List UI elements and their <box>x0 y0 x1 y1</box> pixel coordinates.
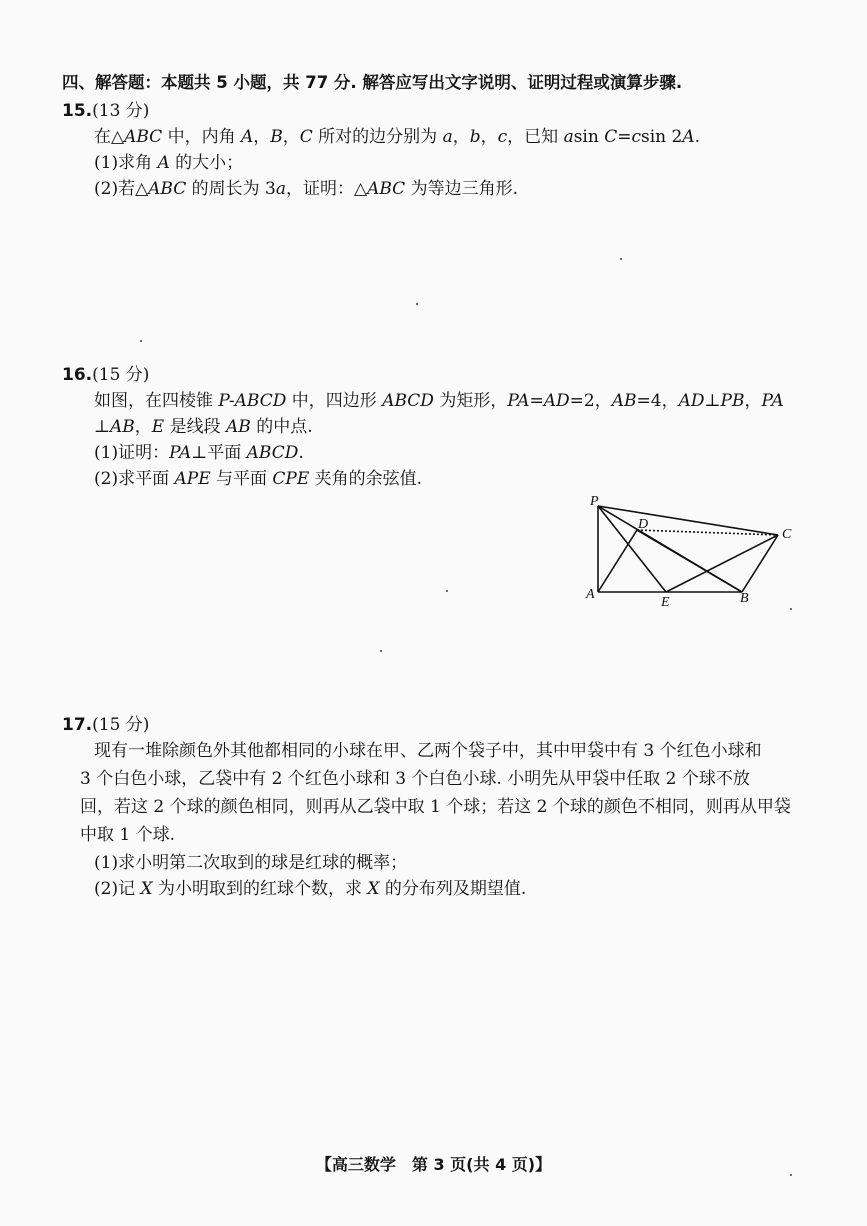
edge-DC-hidden <box>637 530 778 535</box>
label-B: B <box>740 591 749 606</box>
q17-part2: (2)记 X 为小明取到的红球个数，求 X 的分布列及期望值. <box>94 879 527 899</box>
q17-line2: 3 个白色小球，乙袋中有 2 个红色小球和 3 个白色小球. 小明先从甲袋中任取 2 个球不放 <box>80 769 750 789</box>
scan-speck <box>620 258 622 260</box>
edge-EC <box>666 535 778 592</box>
edge-PE <box>598 506 666 592</box>
pyramid-figure <box>580 492 800 612</box>
label-A: A <box>586 587 595 602</box>
q16-line2: ⊥AB，E 是线段 AB 的中点. <box>94 417 313 437</box>
q16-points: (15 分) <box>92 365 150 385</box>
label-E: E <box>661 595 670 610</box>
edge-PC <box>598 506 778 535</box>
q15-heading <box>62 100 149 122</box>
q15-number: 15. <box>62 101 93 121</box>
q15-stem: 在△ABC 中，内角 A，B，C 所对的边分别为 a，b，c，已知 asin C=csin 2A. <box>94 127 701 147</box>
scan-speck <box>416 303 418 305</box>
q17-line4: 中取 1 个球. <box>80 825 176 845</box>
scan-speck <box>446 590 448 592</box>
q17-heading <box>62 714 149 736</box>
q17-line3: 回，若这 2 个球的颜色相同，则再从乙袋中取 1 个球；若这 2 个球的颜色不相同，则再从甲袋 <box>80 797 791 817</box>
q16-part2: (2)求平面 APE 与平面 CPE 夹角的余弦值. <box>94 469 423 489</box>
q16-part1: (1)证明：PA⊥平面 ABCD. <box>94 443 304 463</box>
q17-points: (15 分) <box>92 715 150 735</box>
q17-line1: 现有一堆除颜色外其他都相同的小球在甲、乙两个袋子中，其中甲袋中有 3 个红色小球和 <box>94 741 762 761</box>
q16-number: 16. <box>62 365 93 385</box>
q16-heading <box>62 364 149 386</box>
scan-speck <box>140 340 142 342</box>
page-footer: 【高三数学 第 3 页(共 4 页)】 <box>315 1155 552 1174</box>
scan-speck <box>380 650 382 652</box>
q15-points: (13 分) <box>92 101 150 121</box>
q15-part1: (1)求角 A 的大小； <box>94 153 244 173</box>
scan-speck <box>790 1174 792 1176</box>
label-P: P <box>590 494 599 509</box>
scan-speck <box>790 608 792 610</box>
q17-part1: (1)求小明第二次取到的球是红球的概率； <box>94 853 408 873</box>
edge-AD <box>598 530 637 592</box>
label-D: D <box>638 517 649 532</box>
section-header: 四、解答题：本题共 5 小题，共 77 分. 解答应写出文字说明、证明过程或演算步骤. <box>62 73 683 92</box>
label-C: C <box>782 527 792 542</box>
q16-line1: 如图，在四棱锥 P-ABCD 中，四边形 ABCD 为矩形，PA=AD=2，AB=4，AD⊥PB，PA <box>94 391 784 411</box>
q17-number: 17. <box>62 715 93 735</box>
q15-part2: (2)若△ABC 的周长为 3a，证明：△ABC 为等边三角形. <box>94 179 518 199</box>
